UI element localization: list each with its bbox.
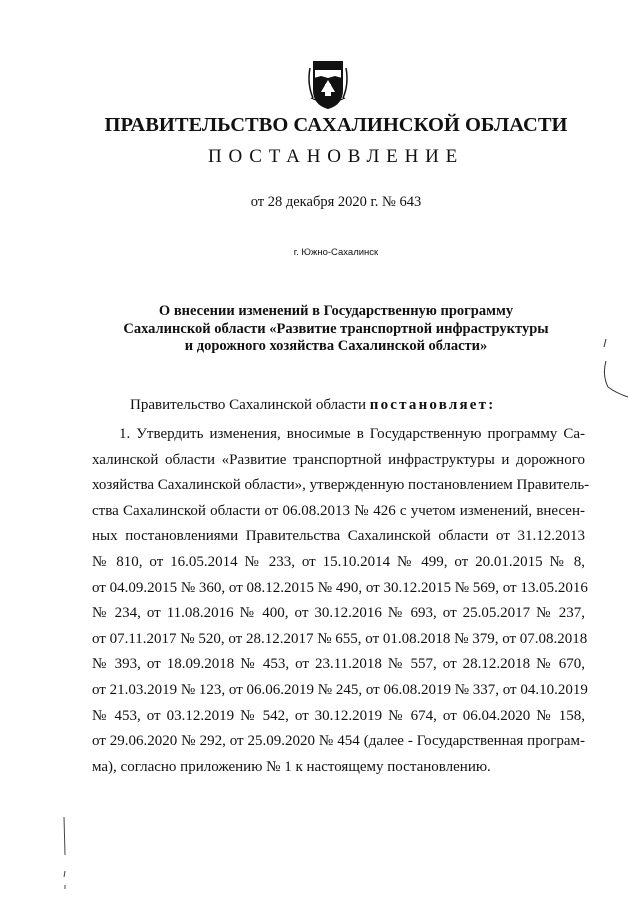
subject-line: О внесении изменений в Государственную программу [158, 303, 514, 319]
preamble-text: Правительство Сахалинской области [130, 397, 370, 413]
paragraph-line: от 07.11.2017 № 520, от 28.12.2017 № 655, от 01.08.2018 № 379, от 07.08.2018 [92, 630, 588, 647]
paragraph-line: ных постановлениями Правительства Сахалинской области от 31.12.2013 [92, 528, 585, 545]
paragraph-line: № 393, от 18.09.2018 № 453, от 23.11.2018 № 557, от 28.12.2018 № 670, [92, 656, 585, 673]
paragraph-line: ства Сахалинской области от 06.08.2013 № 426 с учетом изменений, внесен- [92, 502, 585, 519]
paragraph-line: от 29.06.2020 № 292, от 25.09.2020 № 454 (далее - Государственная програм- [92, 733, 585, 750]
paragraph-line: № 810, от 16.05.2014 № 233, от 15.10.2014 № 499, от 20.01.2015 № 8, [92, 553, 585, 570]
preamble [130, 397, 495, 414]
paragraph-line: хозяйства Сахалинской области», утвержденную постановлением Правитель- [92, 477, 590, 494]
document-subject [0, 303, 630, 356]
paragraph-line: № 453, от 03.12.2019 № 542, от 30.12.2019 № 674, от 06.04.2020 № 158, [92, 707, 585, 724]
paragraph-line: халинской области «Развитие транспортной инфраструктуры и дорожного [92, 451, 585, 468]
paragraph-line: № 234, от 11.08.2016 № 400, от 30.12.2016 № 693, от 25.05.2017 № 237, [92, 605, 585, 622]
document-type: ПОСТАНОВЛЕНИЕ [207, 146, 465, 167]
subject-line: Сахалинской области «Развитие транспортной инфраструктуры [123, 320, 549, 337]
paragraph-line: от 21.03.2019 № 123, от 06.06.2019 № 245, от 06.08.2019 № 337, от 04.10.2019 [92, 681, 588, 698]
scan-artifact-right [596, 335, 630, 405]
resolution-paragraph [92, 422, 590, 780]
coat-of-arms-icon [305, 58, 351, 110]
paragraph-line: от 04.09.2015 № 360, от 08.12.2015 № 490, от 30.12.2015 № 569, от 13.05.2016 [92, 579, 588, 596]
document-city: г. Южно-Сахалинск [293, 247, 379, 258]
document-date-number: от 28 декабря 2020 г. № 643 [250, 194, 422, 210]
paragraph-line: 1. Утвердить изменения, вносимые в Государственную программу Са- [119, 426, 585, 442]
scan-artifact-left [58, 815, 72, 895]
government-title: ПРАВИТЕЛЬСТВО САХАЛИНСКОЙ ОБЛАСТИ [104, 114, 568, 136]
subject-line: и дорожного хозяйства Сахалинской области» [184, 338, 488, 354]
paragraph-line: ма), согласно приложению № 1 к настоящему постановлению. [92, 758, 491, 775]
preamble-verb: постановляет: [369, 397, 496, 413]
